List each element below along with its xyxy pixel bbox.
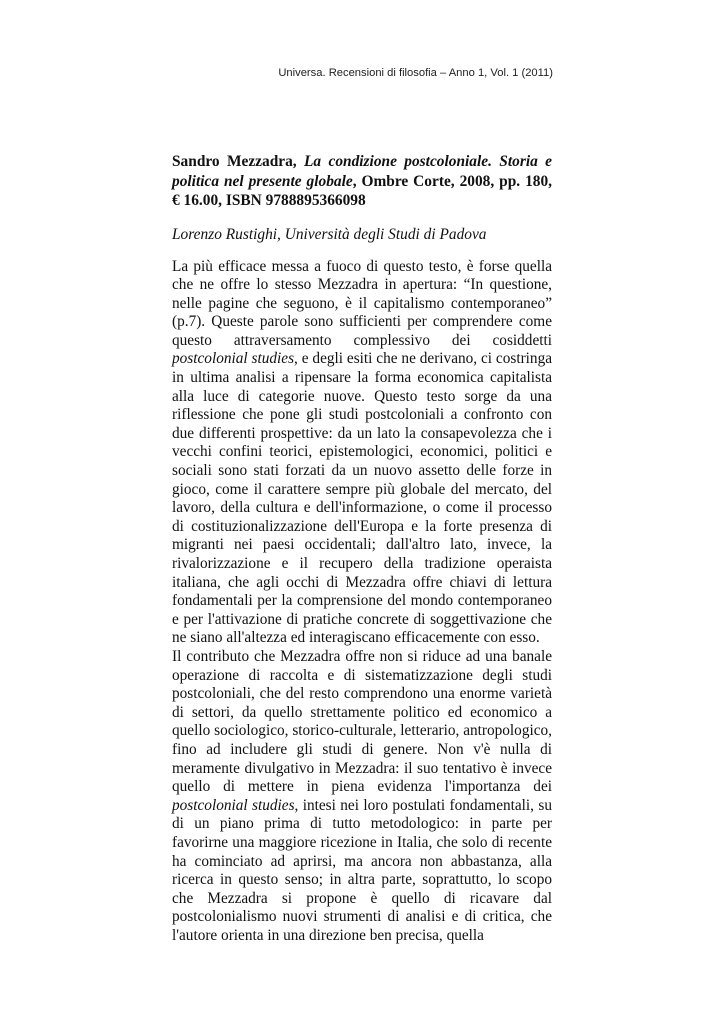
paragraph-2 bbox=[172, 648, 552, 946]
paragraph-1-emphasis: postcolonial studies bbox=[172, 350, 295, 368]
paragraph-1-text-b: , e degli esiti che ne derivano, ci costringa in ultima analisi a ripensare la forma economica capitalista alla luce di categorie nuove. Questo testo sorge da una riflessione che pone gli studi postcoloniali a confronto con due differenti prospettive: da un lato la consapevolezza che i vecchi confini teorici, epistemologici, economici, politici e sociali sono stati forzati da un nuovo assetto delle forze in gioco, come il carattere sempre più globale del mercato, del lavoro, della cultura e dell'informazione, o come il processo di costituzionalizzazione dell'Europa e la forte presenza di migranti nei paesi occidentali; dall'altro lato, invece, la rivalorizzazione e il recupero della tradizione operaista italiana, che agli occhi di Mezzadra offre chiavi di lettura fondamentali per la comprensione del mondo contemporaneo e per l'attivazione di pratiche concrete di soggettivazione che ne siano all'altezza ed interagiscano efficacemente con esso. bbox=[172, 350, 553, 647]
book-author: Sandro Mezzadra, bbox=[172, 153, 297, 170]
page-content bbox=[172, 152, 552, 945]
paragraph-1 bbox=[172, 258, 552, 648]
publisher-info: , Ombre Corte, 2008, pp. 180, € 16.00, ISBN 9788895366098 bbox=[172, 172, 552, 209]
reviewer-byline: Lorenzo Rustighi, Università degli Studi di Padova bbox=[172, 225, 487, 243]
paragraph-2-text-a: Il contributo che Mezzadra offre non si riduce ad una banale operazione di raccolta e di sistematizzazione degli studi postcoloniali, che del resto comprendono una enorme varietà di settori, da quello strettamente politico ed economico a quello sociologico, storico-culturale, letterario, antropologico, fino ad includere gli studi di genere. Non v'è nulla di meramente divulgativo in Mezzadra: il suo tentativo è invece quello di mettere in piena evidenza l'importanza dei bbox=[172, 647, 552, 796]
running-header: Universa. Recensioni di filosofia – Anno 1, Vol. 1 (2011) bbox=[278, 67, 553, 79]
review-heading bbox=[172, 152, 552, 211]
book-title: La condizione postcoloniale. Storia e politica nel presente globale bbox=[172, 153, 552, 190]
paragraph-2-text-b: , intesi nei loro postulati fondamentali, su di un piano prima di tutto metodologico: in parte per favorirne una maggiore ricezione in Italia, che solo di recente ha cominciato ad aprirsi, ma ancora non abbastanza, alla ricerca in questo senso; in altra parte, soprattutto, lo scopo che Mezzadra si propone è quello di ricavare dal postcolonialismo nuovi strumenti di analisi e di critica, che l'autore orienta in una direzione ben precisa, quella bbox=[172, 796, 553, 944]
paragraph-1-text-a: La più efficace messa a fuoco di questo testo, è forse quella che ne offre lo stesso Mezzadra in apertura: “In questione, nelle pagine che seguono, è il capitalismo contemporaneo” (p.7). Queste parole sono sufficienti per comprendere come questo attraversamento complessivo dei cosiddetti bbox=[172, 257, 552, 349]
paragraph-2-emphasis: postcolonial studies bbox=[172, 796, 295, 814]
